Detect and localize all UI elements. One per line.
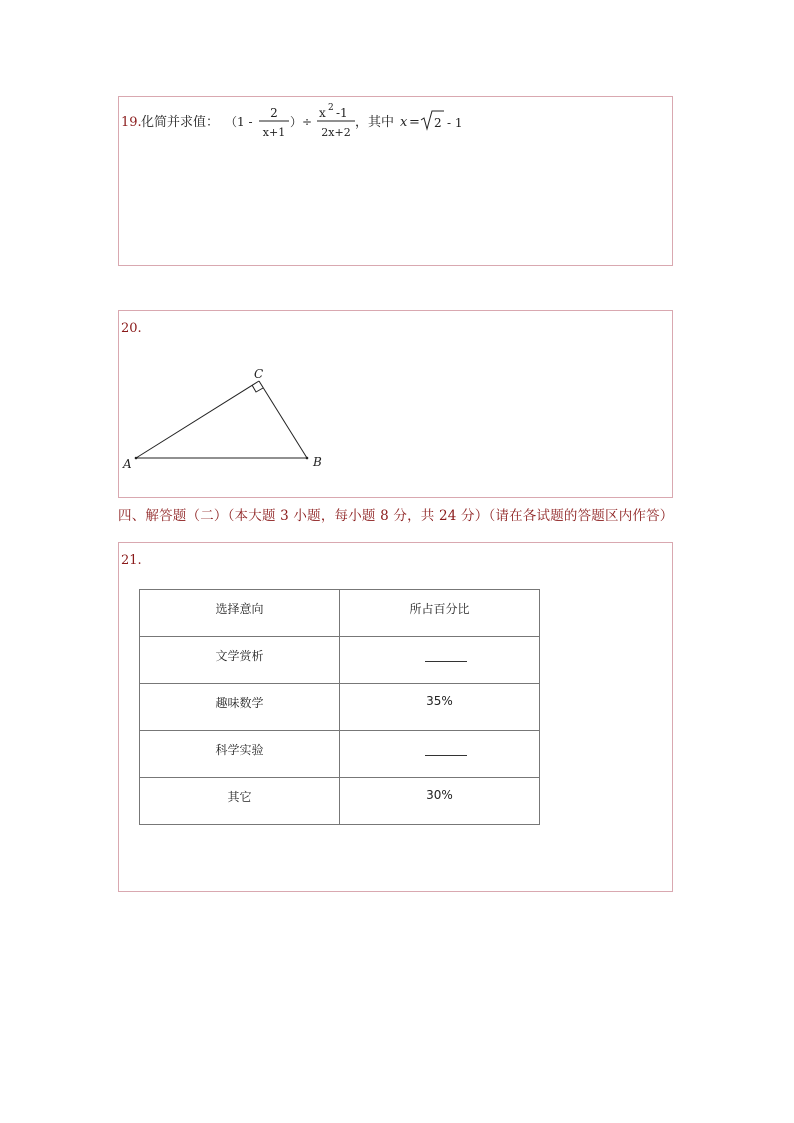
q19-frac2-numerator-base: x [319,106,326,120]
row-percent: 35% [340,684,540,731]
q19-number: 19. [121,115,142,130]
table-row [140,731,540,778]
row-choice: 科学实验 [140,731,340,778]
q19-variable: x [400,115,408,130]
fill-in-blank[interactable] [425,741,467,756]
q19-equals: = [409,115,420,130]
vertex-label-c: C [254,367,264,381]
q19-expression [121,99,666,145]
survey-table [139,589,540,825]
q19-frac2-denominator: 2x+2 [321,126,351,139]
point-a [135,457,138,460]
table-row [140,637,540,684]
q19-frac2-numerator-exponent: 2 [328,103,334,113]
q19-close-paren: ）÷ [290,115,313,129]
q19-frac1-numerator: 2 [270,106,278,120]
q19-open-paren: （1 - [225,115,253,129]
row-choice: 趣味数学 [140,684,340,731]
vertex-label-b: B [313,455,322,469]
answer-box-q19 [118,96,673,266]
answer-box-q20 [118,310,673,498]
q20-number: 20. [121,321,142,336]
table-header-row [140,590,540,637]
point-b [306,457,309,460]
q19-radicand: 2 [434,116,442,130]
q19-frac1-denominator: x+1 [262,126,286,139]
row-choice: 文学赏析 [140,637,340,684]
table-row [140,778,540,825]
answer-box-q21 [118,542,673,892]
q19-tail: - 1 [447,116,463,130]
vertex-label-a: A [123,457,132,471]
q19-frac2-numerator-rest: -1 [336,106,348,120]
right-triangle-figure [119,311,359,481]
section-heading-part4: 四、解答题（二）（本大题 3 小题，每小题 8 分，共 24 分）（请在各试题的答题区内作答） [118,508,674,524]
q19-prompt: 化简并求值： [141,115,220,130]
q19-where-text: ，其中 [355,115,395,130]
row-choice: 其它 [140,778,340,825]
side-ac [136,381,259,458]
row-percent: 30% [340,778,540,825]
header-choice: 选择意向 [140,590,340,637]
q21-number: 21. [121,553,142,568]
fill-in-blank[interactable] [425,647,467,662]
header-percent: 所占百分比 [340,590,540,637]
table-row [140,684,540,731]
row-percent-cell [340,637,540,684]
side-cb [259,381,307,458]
right-angle-mark [252,385,263,392]
row-percent-cell [340,731,540,778]
